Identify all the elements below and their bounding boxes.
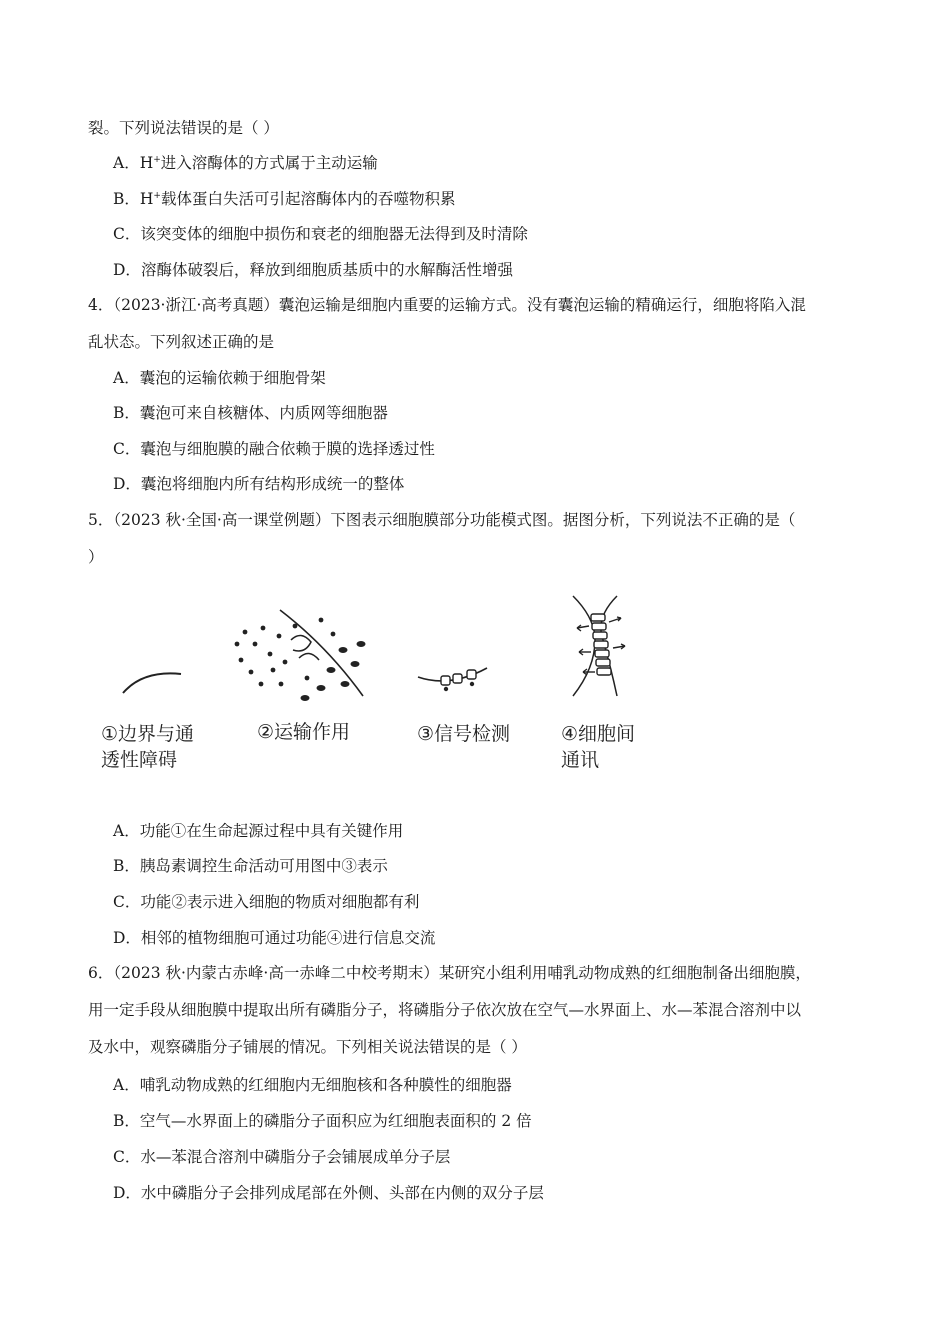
q3-option-d: D．溶酶体破裂后，释放到细胞质基质中的水解酶活性增强 bbox=[113, 261, 513, 279]
figure-caption-1-line2: 透性障碍 bbox=[101, 749, 178, 771]
q5-stem-line1: 5．（2023 秋·全国·高一课堂例题）下图表示细胞膜部分功能模式图。据图分析，下列说法不正确的是（ bbox=[88, 511, 796, 529]
q6-option-b: B．空气—水界面上的磷脂分子面积应为红细胞表面积的 2 倍 bbox=[113, 1112, 532, 1130]
q6-stem-line3: 及水中，观察磷脂分子铺展的情况。下列相关说法错误的是（ ） bbox=[88, 1038, 527, 1056]
q3-option-c: C．该突变体的细胞中损伤和衰老的细胞器无法得到及时清除 bbox=[113, 225, 528, 243]
q3-option-b: B．H+载体蛋白失活可引起溶酶体内的吞噬物积累 bbox=[113, 190, 456, 208]
figure-caption-4-line1: ④细胞间 bbox=[561, 723, 636, 745]
figure-caption-1-line1: ①边界与通 bbox=[101, 723, 195, 745]
q5-option-a: A．功能①在生命起源过程中具有关键作用 bbox=[113, 822, 404, 840]
membrane-function-figure bbox=[95, 588, 675, 788]
q6-stem-line2: 用一定手段从细胞膜中提取出所有磷脂分子，将磷脂分子依次放在空气—水界面上、水—苯混合溶剂中以 bbox=[88, 1001, 802, 1019]
q4-stem-line1: 4．（2023·浙江·高考真题）囊泡运输是细胞内重要的运输方式。没有囊泡运输的精确运行，细胞将陷入混 bbox=[88, 296, 806, 314]
q5-option-c: C．功能②表示进入细胞的物质对细胞都有利 bbox=[113, 893, 420, 911]
transport-diagram bbox=[235, 610, 366, 701]
figure-caption-4-line2: 通讯 bbox=[561, 749, 600, 771]
q4-option-c: C．囊泡与细胞膜的融合依赖于膜的选择透过性 bbox=[113, 440, 435, 458]
q5-option-b: B．胰岛素调控生命活动可用图中③表示 bbox=[113, 857, 388, 875]
q4-stem-line2: 乱状态。下列叙述正确的是 bbox=[88, 333, 275, 351]
q6-option-c: C．水—苯混合溶剂中磷脂分子会铺展成单分子层 bbox=[113, 1148, 451, 1166]
signal-detection-diagram bbox=[418, 668, 487, 691]
q5-option-d: D．相邻的植物细胞可通过功能④进行信息交流 bbox=[113, 929, 436, 947]
q6-option-d: D．水中磷脂分子会排列成尾部在外侧、头部在内侧的双分子层 bbox=[113, 1184, 544, 1202]
q6-option-a: A．哺乳动物成熟的红细胞内无细胞核和各种膜性的细胞器 bbox=[113, 1076, 512, 1094]
q3-option-a: A．H+进入溶酶体的方式属于主动运输 bbox=[113, 154, 378, 172]
q4-option-a: A．囊泡的运输依赖于细胞骨架 bbox=[113, 369, 326, 387]
q3-stem-tail: 裂。下列说法错误的是（ ） bbox=[88, 119, 279, 137]
q6-stem-line1: 6．（2023 秋·内蒙古赤峰·高一赤峰二中校考期末）某研究小组利用哺乳动物成熟的红细胞制备出细胞膜， bbox=[88, 964, 811, 982]
q4-option-b: B．囊泡可来自核糖体、内质网等细胞器 bbox=[113, 404, 388, 422]
cell-communication-diagram bbox=[573, 596, 625, 696]
membrane-boundary-arc bbox=[123, 673, 181, 693]
figure-caption-3: ③信号检测 bbox=[417, 723, 511, 745]
q4-option-d: D．囊泡将细胞内所有结构形成统一的整体 bbox=[113, 475, 405, 493]
q5-stem-line2: ） bbox=[88, 548, 104, 566]
figure-caption-2: ②运输作用 bbox=[257, 721, 351, 743]
